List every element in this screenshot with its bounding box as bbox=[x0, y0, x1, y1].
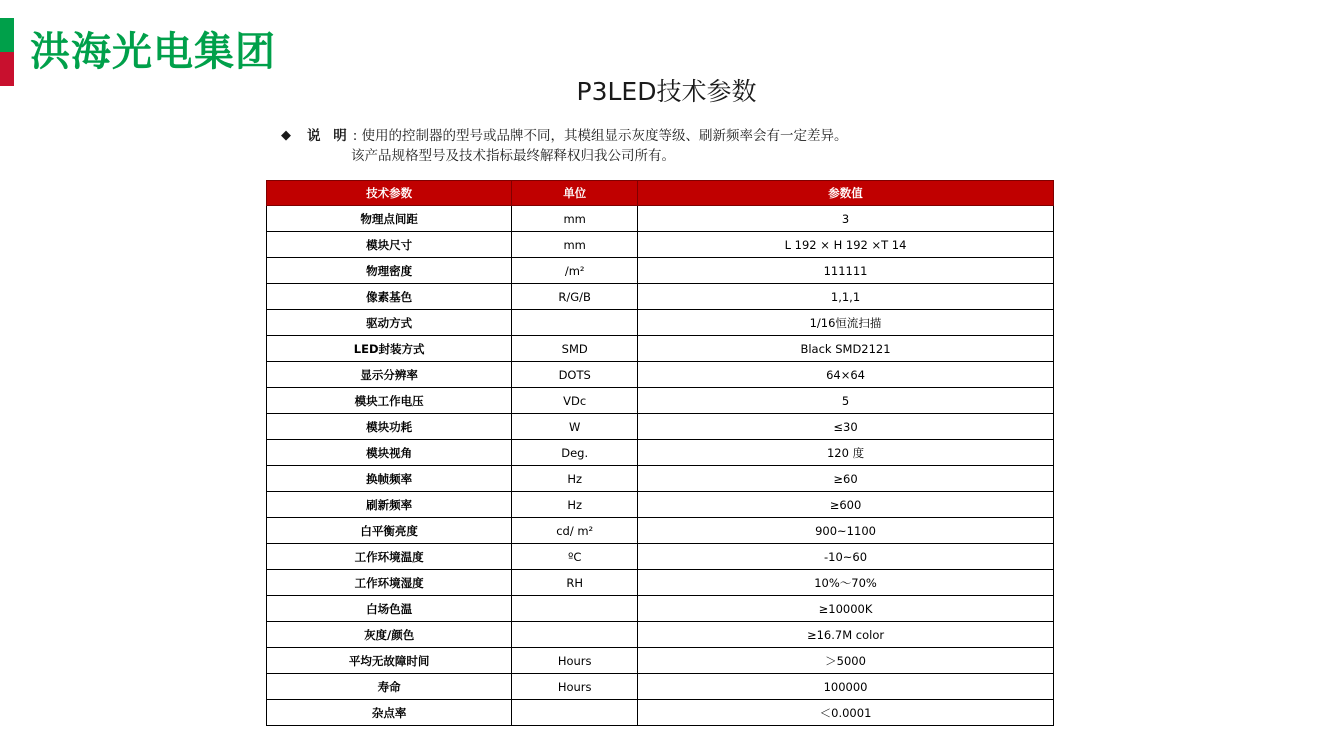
note-block bbox=[281, 126, 1081, 166]
cell-param: LED封装方式 bbox=[267, 336, 512, 362]
table-row bbox=[267, 518, 1054, 544]
cell-param: 模块工作电压 bbox=[267, 388, 512, 414]
cell-param: 物理点间距 bbox=[267, 206, 512, 232]
column-header-param: 技术参数 bbox=[267, 181, 512, 206]
table-row bbox=[267, 700, 1054, 726]
table-row bbox=[267, 466, 1054, 492]
cell-value: Black SMD2121 bbox=[638, 336, 1054, 362]
cell-value: 5 bbox=[638, 388, 1054, 414]
note-label: 说 明 bbox=[307, 128, 351, 144]
page-title: P3LED技术参数 bbox=[576, 77, 757, 106]
cell-unit: /m² bbox=[512, 258, 638, 284]
cell-unit: SMD bbox=[512, 336, 638, 362]
table-row bbox=[267, 596, 1054, 622]
cell-param: 物理密度 bbox=[267, 258, 512, 284]
cell-unit: cd/ m² bbox=[512, 518, 638, 544]
table-row bbox=[267, 362, 1054, 388]
table-row bbox=[267, 414, 1054, 440]
cell-value: 900~1100 bbox=[638, 518, 1054, 544]
cell-param: 模块功耗 bbox=[267, 414, 512, 440]
cell-unit bbox=[512, 596, 638, 622]
table-row bbox=[267, 544, 1054, 570]
diamond-bullet-icon: ◆ bbox=[281, 128, 291, 143]
cell-unit: RH bbox=[512, 570, 638, 596]
cell-value: L 192 × H 192 ×T 14 bbox=[638, 232, 1054, 258]
cell-param: 工作环境湿度 bbox=[267, 570, 512, 596]
table-row bbox=[267, 310, 1054, 336]
cell-param: 像素基色 bbox=[267, 284, 512, 310]
cell-unit: ºC bbox=[512, 544, 638, 570]
cell-unit bbox=[512, 700, 638, 726]
logo-bar-green-icon bbox=[0, 18, 14, 52]
table-row bbox=[267, 648, 1054, 674]
cell-value: 1,1,1 bbox=[638, 284, 1054, 310]
cell-unit: W bbox=[512, 414, 638, 440]
table-row bbox=[267, 492, 1054, 518]
cell-value: ≥60 bbox=[638, 466, 1054, 492]
cell-unit: Hours bbox=[512, 674, 638, 700]
cell-value: 111111 bbox=[638, 258, 1054, 284]
note-line-1 bbox=[307, 126, 1081, 146]
note-row bbox=[281, 126, 1081, 166]
cell-unit: VDc bbox=[512, 388, 638, 414]
cell-value: -10~60 bbox=[638, 544, 1054, 570]
cell-param: 杂点率 bbox=[267, 700, 512, 726]
spec-table-container bbox=[266, 180, 1054, 726]
cell-unit: DOTS bbox=[512, 362, 638, 388]
cell-param: 寿命 bbox=[267, 674, 512, 700]
cell-param: 显示分辨率 bbox=[267, 362, 512, 388]
cell-param: 白平衡亮度 bbox=[267, 518, 512, 544]
table-row bbox=[267, 258, 1054, 284]
logo-text: 洪海光电集团 bbox=[30, 29, 276, 75]
note-lines bbox=[307, 126, 1081, 166]
note-text-2: 该产品规格型号及技术指标最终解释权归我公司所有。 bbox=[351, 148, 675, 164]
cell-unit: Hours bbox=[512, 648, 638, 674]
cell-unit bbox=[512, 622, 638, 648]
spec-table bbox=[266, 180, 1054, 726]
table-body bbox=[267, 206, 1054, 726]
cell-unit: Hz bbox=[512, 492, 638, 518]
cell-value: ≥600 bbox=[638, 492, 1054, 518]
cell-value: 10%～70% bbox=[638, 570, 1054, 596]
cell-value: ＞5000 bbox=[638, 648, 1054, 674]
cell-param: 驱动方式 bbox=[267, 310, 512, 336]
table-row bbox=[267, 206, 1054, 232]
table-row bbox=[267, 622, 1054, 648]
table-row bbox=[267, 284, 1054, 310]
cell-value: ≥10000K bbox=[638, 596, 1054, 622]
cell-unit: Hz bbox=[512, 466, 638, 492]
cell-param: 模块视角 bbox=[267, 440, 512, 466]
table-row bbox=[267, 570, 1054, 596]
cell-value: 100000 bbox=[638, 674, 1054, 700]
cell-param: 换帧频率 bbox=[267, 466, 512, 492]
cell-param: 刷新频率 bbox=[267, 492, 512, 518]
column-header-unit: 单位 bbox=[512, 181, 638, 206]
table-row bbox=[267, 336, 1054, 362]
cell-param: 白场色温 bbox=[267, 596, 512, 622]
cell-param: 工作环境温度 bbox=[267, 544, 512, 570]
cell-value: ≥16.7M color bbox=[638, 622, 1054, 648]
table-row bbox=[267, 674, 1054, 700]
column-header-value: 参数值 bbox=[638, 181, 1054, 206]
cell-value: 64×64 bbox=[638, 362, 1054, 388]
table-header-row bbox=[267, 181, 1054, 206]
table-row bbox=[267, 232, 1054, 258]
cell-value: 1/16恒流扫描 bbox=[638, 310, 1054, 336]
cell-unit bbox=[512, 310, 638, 336]
cell-value: ＜0.0001 bbox=[638, 700, 1054, 726]
cell-param: 模块尺寸 bbox=[267, 232, 512, 258]
cell-value: ≤30 bbox=[638, 414, 1054, 440]
cell-unit: Deg. bbox=[512, 440, 638, 466]
table-row bbox=[267, 388, 1054, 414]
cell-unit: mm bbox=[512, 206, 638, 232]
cell-unit: mm bbox=[512, 232, 638, 258]
cell-unit: R/G/B bbox=[512, 284, 638, 310]
note-text-1: : 使用的控制器的型号或品牌不同，其模组显示灰度等级、刷新频率会有一定差异。 bbox=[352, 128, 848, 144]
cell-param: 平均无故障时间 bbox=[267, 648, 512, 674]
cell-value: 120 度 bbox=[638, 440, 1054, 466]
table-row bbox=[267, 440, 1054, 466]
cell-value: 3 bbox=[638, 206, 1054, 232]
cell-param: 灰度/颜色 bbox=[267, 622, 512, 648]
